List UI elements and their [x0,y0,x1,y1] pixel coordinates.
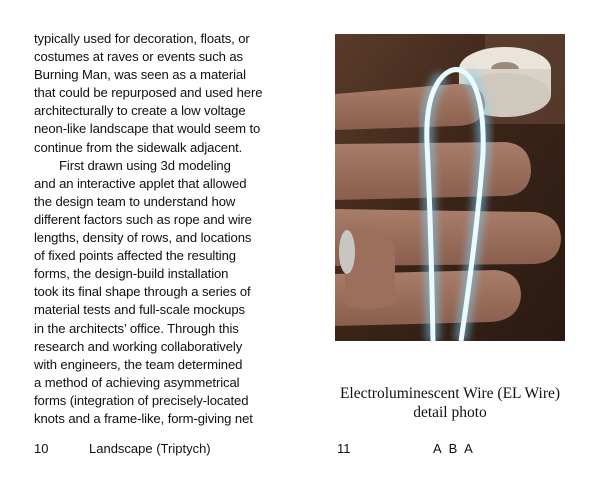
page-number: 11 [337,441,351,456]
caption-line: detail photo [413,404,487,421]
text-line: lengths, density of rows, and locations [34,230,252,246]
text-line: forms (integration of precisely-located [34,392,249,408]
text-line: architecturally to create a low voltage [34,103,246,119]
text-line: neon-like landscape that would seem to [34,121,261,137]
text-line: a method of achieving asymmetrical [34,374,240,390]
text-line: First drawn using 3d modeling [59,157,231,173]
photo-caption [335,384,565,422]
running-title: Landscape (Triptych) [89,441,211,456]
text-line: took its final shape through a series of [34,284,251,300]
text-line: the design team to understand how [34,193,236,209]
body-paragraph [34,30,274,428]
text-line: of fixed points affected the resulting [34,248,236,264]
right-page [300,0,600,486]
text-line: costumes at raves or events such as [34,49,244,65]
el-wire-photo [335,34,565,341]
text-line: knots and a frame-like, form-giving net [34,410,253,426]
text-line: material tests and full-scale mockups [34,302,245,318]
text-line: that could be repurposed and used here [34,85,263,101]
page-number: 10 [34,441,49,456]
caption-line: Electroluminescent Wire (EL Wire) [339,385,561,402]
text-line: Burning Man, was seen as a material [34,67,246,83]
text-line: different factors such as rope and wire [34,211,252,227]
text-line: forms, the design-build installation [34,266,229,282]
text-line: and an interactive applet that allowed [34,175,247,191]
text-line: research and working collaboratively [34,338,243,354]
running-title: A B A [433,441,475,456]
text-line: typically used for decoration, floats, or [34,31,250,46]
text-line: continue from the sidewalk adjacent. [34,139,243,155]
text-line: with engineers, the team determined [34,356,243,372]
text-line: in the architects’ office. Through this [34,320,239,336]
